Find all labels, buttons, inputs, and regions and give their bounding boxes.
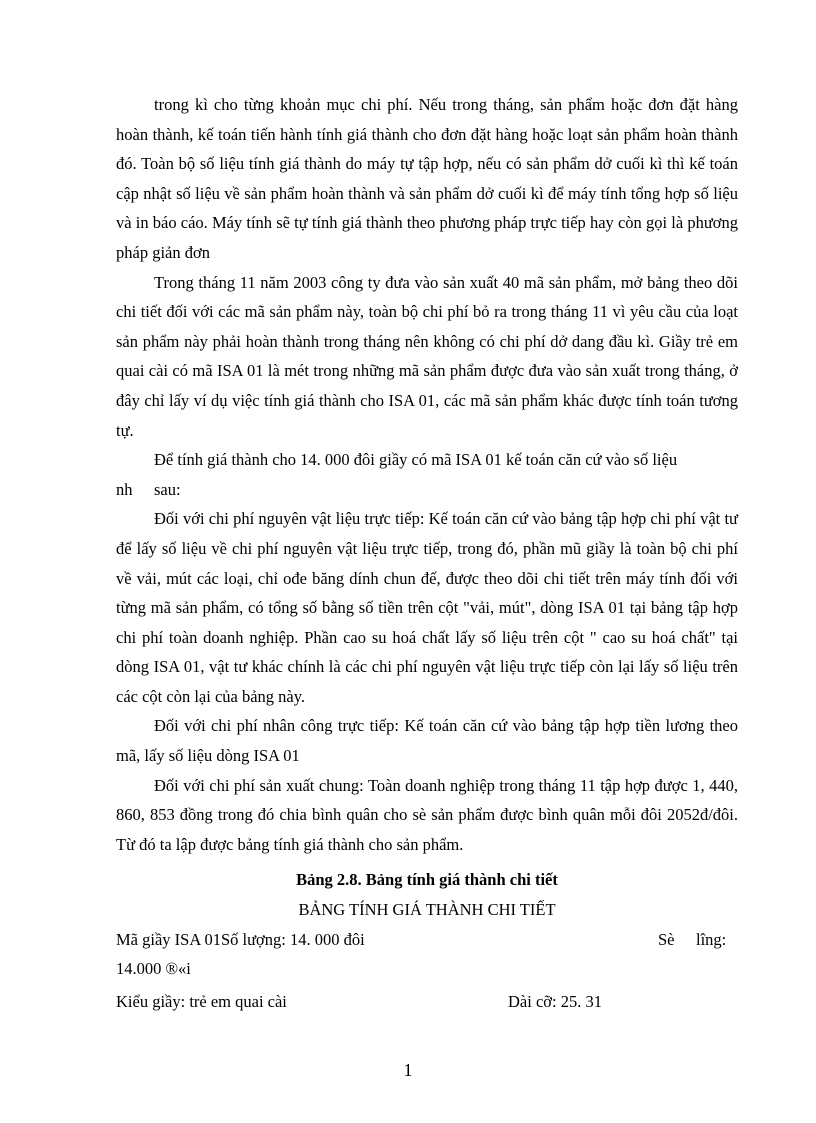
paragraph-1: trong kì cho từng khoản mục chi phí. Nếu trong tháng, sản phẩm hoặc đơn đặt hàng hoàn thành, kế toán tiến hành tính giá thành cho đơn đặt hàng hoặc loạt sản phẩm hoàn thành đó. Toàn bộ số liệu tính giá thành do máy tự tập hợp, nếu có sản phẩm dở cuối kì thì kế toán cập nhật số liệu về sản phẩm hoàn thành và sản phẩm dở cuối kì để máy tính tổng hợp số liệu và in báo cáo. Máy tính sẽ tự tính giá thành theo phương pháp trực tiếp hay còn gọi là phương pháp giản đơn	[116, 95, 738, 262]
short-line-right: sau:	[154, 479, 181, 499]
table-info-row-2	[116, 954, 738, 984]
quantity-label-a: Sè	[658, 929, 675, 949]
short-line-left: nh	[116, 479, 133, 499]
short-line	[116, 475, 738, 505]
paragraph-2: Trong tháng 11 năm 2003 công ty đưa vào sản xuất 40 mã sản phẩm, mở bảng theo dõi chi tiết đối với các mã sản phẩm này, toàn bộ chi phí bỏ ra trong tháng 11 vì yêu cầu của loạt sản phẩm này phải hoàn thành trong tháng nên không có chi phí dở dang đầu kì. Giầy trẻ em quai cài có mã ISA 01 là mét trong những mã sản phẩm được đưa vào sản xuất trong tháng, ở đây chỉ lấy ví dụ việc tính giá thành cho ISA 01, các mã sản phẩm khác được tính toán tương tự.	[116, 272, 738, 440]
document-page	[116, 90, 738, 1016]
product-code-quantity: Mã giầy ISA 01Số lượng: 14. 000 đôi	[116, 929, 365, 949]
table-caption: Bảng 2.8. Bảng tính giá thành chi tiết	[296, 870, 558, 890]
table-title: BẢNG TÍNH GIÁ THÀNH CHI TIẾT	[298, 900, 556, 920]
quantity-label-b: lîng:	[696, 929, 727, 949]
page-number: 1	[403, 1060, 413, 1080]
paragraph-3: Để tính giá thành cho 14. 000 đôi giầy có mã ISA 01 kế toán căn cứ vào số liệu	[154, 450, 678, 470]
shoe-style: Kiểu giầy: trẻ em quai cài	[116, 991, 287, 1011]
paragraph-6: Đối với chi phí sản xuất chung: Toàn doanh nghiệp trong tháng 11 tập hợp được 1, 440, 860, 853 đồng trong đó chia bình quân cho sè sản phẩm được bình quân mỗi đôi 2052đ/đôi. Từ đó ta lập được bảng tính giá thành cho sản phẩm.	[116, 775, 738, 854]
table-info-row-1	[116, 925, 738, 955]
table-info-row-3	[116, 987, 738, 1017]
quantity-value: 14.000 ®«i	[116, 959, 191, 979]
paragraph-5: Đối với chi phí nhân công trực tiếp: Kế toán căn cứ vào bảng tập hợp tiền lương theo mã, lấy số liệu dòng ISA 01	[116, 716, 738, 766]
paragraph-4: Đối với chi phí nguyên vật liệu trực tiếp: Kế toán căn cứ vào bảng tập hợp chi phí vật tư để lấy số liệu về chi phí nguyên vật liệu trực tiếp, trong đó, phần mũ giầy là toàn bộ chi phí về vải, mút các loại, chỉ ođe băng dính chun đế, được theo dõi chi tiết trên máy tính đối với từng mã sản phẩm, có tổng số bằng số tiền trên cột "vải, mút", dòng ISA 01 tại bảng tập hợp chi phí toàn doanh nghiệp. Phần cao su hoá chất lấy số liệu trên cột " cao su hoá chất" tại dòng ISA 01, vật tư khác chính là các chi phí nguyên vật liệu trực tiếp còn lại lấy số liệu trên các cột còn lại của bảng này.	[116, 509, 738, 706]
size-range: Dài cỡ: 25. 31	[508, 991, 602, 1011]
